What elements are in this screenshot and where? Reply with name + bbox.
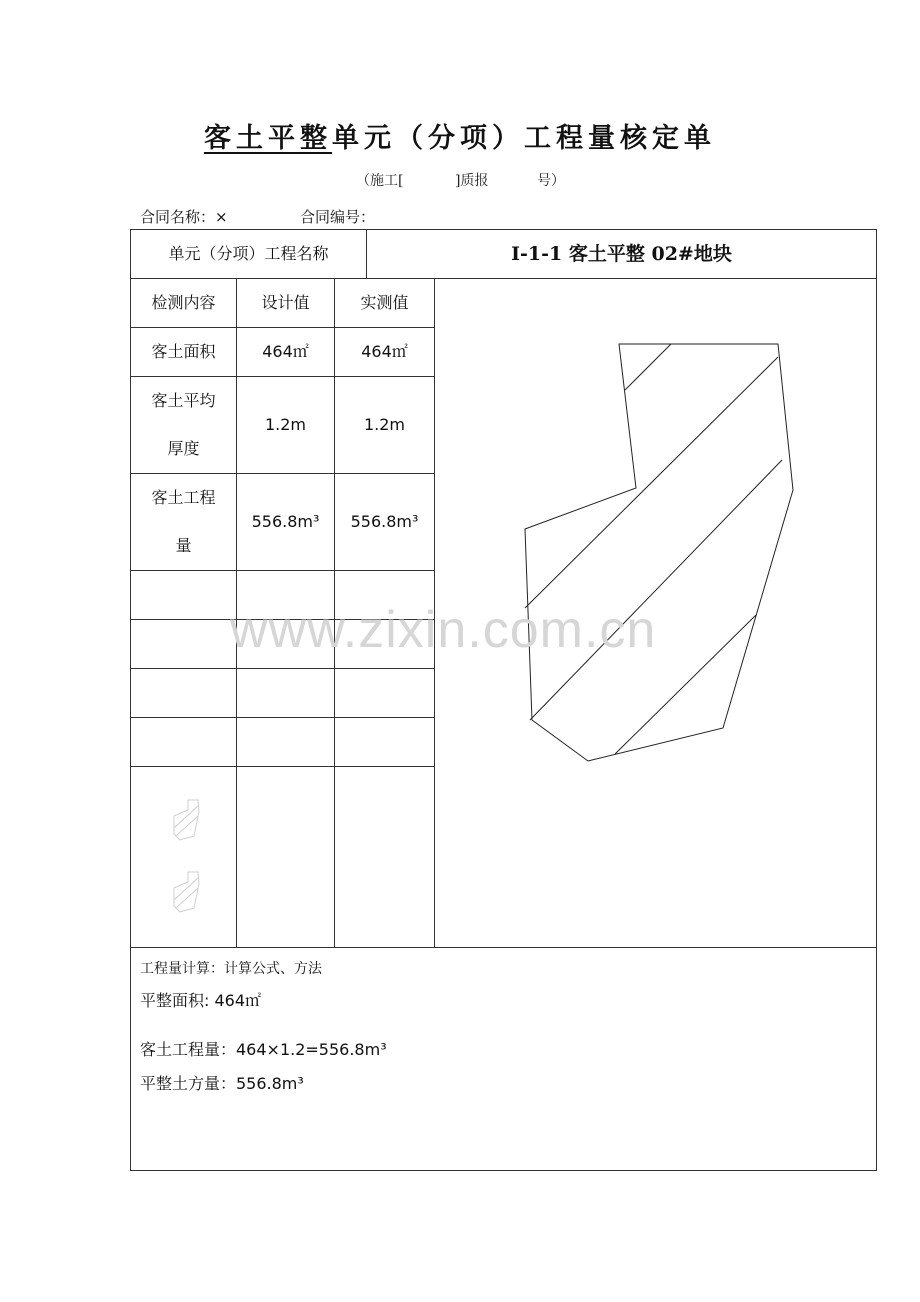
row-1-item: 客土面积 — [151, 341, 216, 361]
row-3-actual: 556.8m³ — [350, 511, 419, 531]
header-design-value: 设计值 — [261, 292, 310, 312]
row-1-actual: 464㎡ — [361, 341, 408, 361]
subtitle-left: （施工[ — [356, 173, 404, 189]
title-rest: 单元（分项）工程量核定单 — [332, 123, 716, 154]
row-1-design: 464㎡ — [262, 341, 309, 361]
thumbnail-plot-shape-1 — [168, 798, 204, 844]
subtitle-right: 号） — [537, 173, 565, 189]
land-plot-diagram — [500, 330, 810, 780]
calc-soil-volume: 客土工程量：464×1.2=556.8m³ — [140, 1040, 387, 1059]
contract-name: 合同名称：× — [140, 208, 228, 226]
row-2-design: 1.2m — [264, 414, 307, 434]
subtitle-mid: ]质报 — [455, 173, 489, 189]
contract-number: 合同编号： — [300, 208, 376, 226]
document-title — [0, 116, 920, 155]
unit-project-label: 单元（分项）工程名称 — [168, 243, 329, 263]
calc-area: 平整面积: 464㎡ — [140, 991, 262, 1010]
row-2-item: 客土平均 厚度 — [151, 390, 216, 458]
calc-heading: 工程量计算：计算公式、方法 — [140, 961, 322, 977]
header-inspection-item: 检测内容 — [151, 292, 216, 312]
thumbnail-plot-shape-2 — [168, 870, 204, 916]
row-2-actual: 1.2m — [363, 414, 406, 434]
title-underlined: 客土平整 — [204, 123, 332, 154]
calc-earthwork: 平整土方量：556.8m³ — [140, 1074, 304, 1093]
project-name: Ⅰ-1-1 客土平整 02#地块 — [511, 242, 732, 265]
row-3-design: 556.8m³ — [251, 511, 320, 531]
row-3-item: 客土工程 量 — [151, 487, 216, 555]
header-measured-value: 实测值 — [360, 292, 409, 312]
watermark: www.zixin.com.cn — [230, 601, 657, 659]
